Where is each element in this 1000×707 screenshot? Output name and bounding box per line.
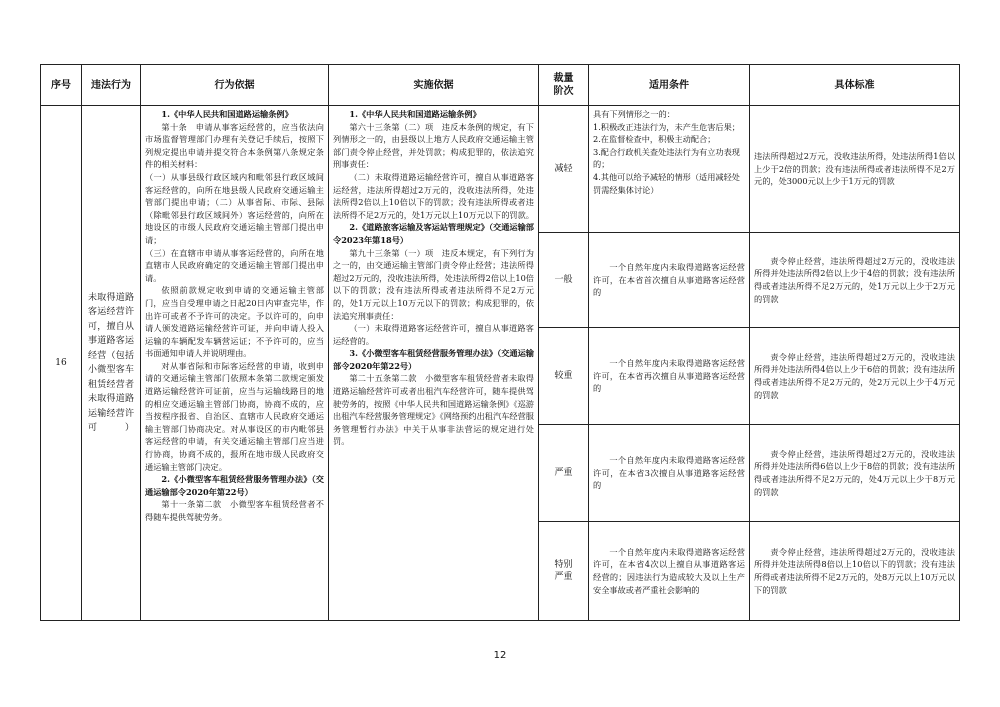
header-basis: 行为依据 — [141, 65, 329, 106]
condition-line: 2.在监督检查中，积极主动配合； — [593, 134, 716, 145]
violation-cell — [82, 106, 141, 621]
condition-line: 一个自然年度内未取得道路客运经营许可，在本省首次擅自从事道路客运经营的 — [593, 262, 745, 298]
implementation-cell — [329, 106, 539, 621]
basis-para: （一）从事县级行政区域内和毗邻县行政区域间客运经营的，向所在地县级人民政府交通运输主管部门提出申请；（二）从事省际、市际、县际（除毗邻县行政区域间外）客运经营的，向所在地设区的市级人民政府交通运输主管部门提出申请； — [145, 171, 324, 245]
standard-mitigated — [750, 106, 960, 233]
conditions-general — [589, 233, 750, 328]
standard-general — [750, 233, 960, 328]
standard-text: 责令停止经营，违法所得超过2万元的，没收违法所得并处违法所得4倍以上少于6倍的罚款；没有违法所得或者违法所得不足2万元的，处2万元以上少于4万元的罚款 — [754, 351, 955, 400]
impl-para: 第二十五条第二款 小微型客车租赁经营者未取得道路运输经营许可或者出租汽车经营许可，随车提供驾驶劳务的，按照《中华人民共和国道路运输条例》《巡游出租汽车经营服务管理规定》《网络预约出租汽车经营服务管理暂行办法》中关于从事非法营运的规定进行处罚。 — [333, 373, 534, 447]
penalty-table — [40, 64, 960, 621]
impl-para: 第九十三条第（一）项 违反本规定，有下列行为之一的，由交通运输主管部门责令停止经营；违法所得超过2万元的，没收违法所得，处违法所得2倍以上10倍以下的罚款；没有违法所得或者违法所得不足2万元的，处1万元以上10万元以下的罚款；构成犯罪的，依法追究刑事责任： — [333, 247, 534, 321]
condition-line: 一个自然年度内未取得道路客运经营许可，在本省3次擅自从事道路客运经营的 — [593, 455, 745, 491]
level-general: 一般 — [539, 233, 589, 328]
impl-para: 第六十三条第（二）项 违反本条例的规定，有下列情形之一的，由县级以上地方人民政府交通运输主管部门责令停止经营，并处罚款；构成犯罪的，依法追究刑事责任： — [333, 121, 534, 170]
standard-serious — [750, 328, 960, 425]
conditions-serious — [589, 328, 750, 425]
impl-para: 1.《中华人民共和国道路运输条例》 — [349, 109, 481, 119]
header-standard: 具体标准 — [750, 65, 960, 106]
basis-text — [141, 106, 328, 620]
header-level-line1: 裁量 — [553, 73, 574, 84]
condition-line: 1.积极改正违法行为，未产生危害后果； — [593, 121, 740, 132]
impl-para: （一）未取得道路客运经营许可，擅自从事道路客运经营的。 — [333, 323, 534, 346]
conditions-especially-severe — [589, 522, 750, 621]
header-level-line2: 阶次 — [553, 86, 574, 97]
basis-cell — [141, 106, 329, 621]
conditions-severe — [589, 425, 750, 522]
header-violation: 违法行为 — [82, 65, 141, 106]
standard-text: 责令停止经营，违法所得超过2万元的，没收违法所得并处违法所得8倍以上10倍以下的罚款；没有违法所得或者违法所得不足2万元的，处8万元以上10万元以下的罚款 — [754, 546, 955, 595]
basis-para: 第十一条第二款 小微型客车租赁经营者不得随车提供驾驶劳务。 — [145, 499, 324, 522]
level-mitigated: 减轻 — [539, 106, 589, 233]
standard-especially-severe — [750, 522, 960, 621]
basis-para: 第十条 申请从事客运经营的，应当依法向市场监督管理部门办理有关登记手续后，按照下列规定提出申请并提交符合本条例第八条规定条件的相关材料： — [145, 121, 324, 170]
basis-para: 依照前款规定收到申请的交通运输主管部门，应当自受理申请之日起20日内审查完毕，作出许可或者不予许可的决定。予以许可的，向申请人颁发道路运输经营许可证，并向申请人投入运输的车辆配发车辆营运证；不予许可的，应当书面通知申请人并说明理由。 — [145, 285, 324, 359]
condition-line: 4.其他可以给予减轻的情形（适用减轻处罚需经集体讨论） — [593, 171, 740, 195]
basis-para: 2.《小微型客车租赁经营服务管理办法》（交通运输部令2020年第22号） — [145, 474, 324, 497]
level-especially-severe — [539, 522, 589, 621]
violation-text: 未取得道路客运经营许可，擅自从事道路客运经营（包括小微型客车租赁经营者未取得道路运输经营许可） — [88, 292, 134, 433]
row-seq: 16 — [41, 106, 82, 621]
header-row — [41, 65, 960, 106]
basis-para: 对从事省际和市际客运经营的申请，收到申请的交通运输主管部门依照本条第二款规定颁发道路运输经营许可证前，应当与运输线路目的地的相应交通运输主管部门协商，协商不成的，应当按程序报省、自治区、直辖市人民政府交通运输主管部门协商决定。对从事设区的市内毗邻县客运经营的申请，有关交通运输主管部门应当进行协商，协商不成的，报所在地市级人民政府交通运输主管部门决定。 — [145, 360, 324, 472]
condition-line: 一个自然年度内未取得道路客运经营许可，在本省4次以上擅自从事道路客运经营的；因违法行为造成较大及以上生产安全事故或者严重社会影响的 — [593, 546, 745, 595]
conditions-mitigated — [589, 106, 750, 233]
level-name-line2: 严重 — [554, 572, 573, 582]
level-serious: 较重 — [539, 328, 589, 425]
basis-para: （三）在直辖市申请从事客运经营的，向所在地直辖市人民政府确定的交通运输主管部门提出申请。 — [145, 247, 324, 283]
impl-para: 2.《道路旅客运输及客运站管理规定》（交通运输部令2023年第18号） — [333, 222, 534, 245]
standard-text: 违法所得超过2万元，没收违法所得，处违法所得1倍以上少于2倍的罚款；没有违法所得或者违法所得不足2万元的，处3000元以上少于1万元的罚款 — [754, 151, 955, 187]
header-conditions: 适用条件 — [589, 65, 750, 106]
implementation-text — [329, 106, 538, 620]
impl-para: （二）未取得道路运输经营许可，擅自从事道路客运经营，违法所得超过2万元的，没收违法所得，处违法所得2倍以上10倍以下的罚款；没有违法所得或者违法所得不足2万元的，处1万元以上10万元以下的罚款。 — [333, 171, 534, 220]
level-name-line1: 特别 — [554, 560, 573, 570]
standard-text: 责令停止经营，违法所得超过2万元的，没收违法所得并处违法所得6倍以上少于8倍的罚款；没有违法所得或者违法所得不足2万元的，处4万元以上少于8万元的罚款 — [754, 448, 955, 497]
standard-severe — [750, 425, 960, 522]
header-seq: 序号 — [41, 65, 82, 106]
condition-line: 具有下列情形之一的： — [593, 109, 675, 119]
page-number: 12 — [493, 650, 507, 661]
condition-line: 一个自然年度内未取得道路客运经营许可，在本省再次擅自从事道路客运经营的 — [593, 358, 745, 394]
condition-line: 3.配合行政机关查处违法行为有立功表现的； — [593, 146, 740, 170]
header-level — [539, 65, 589, 106]
level-severe: 严重 — [539, 425, 589, 522]
impl-para: 3.《小微型客车租赁经营服务管理办法》（交通运输部令2020年第22号） — [333, 348, 534, 371]
header-implementation: 实施依据 — [329, 65, 539, 106]
basis-para: 1.《中华人民共和国道路运输条例》 — [161, 109, 293, 119]
table-row — [41, 106, 960, 233]
standard-text: 责令停止经营，违法所得超过2万元的，没收违法所得并处违法所得2倍以上少于4倍的罚款；没有违法所得或者违法所得不足2万元的，处1万元以上少于2万元的罚款 — [754, 255, 955, 304]
